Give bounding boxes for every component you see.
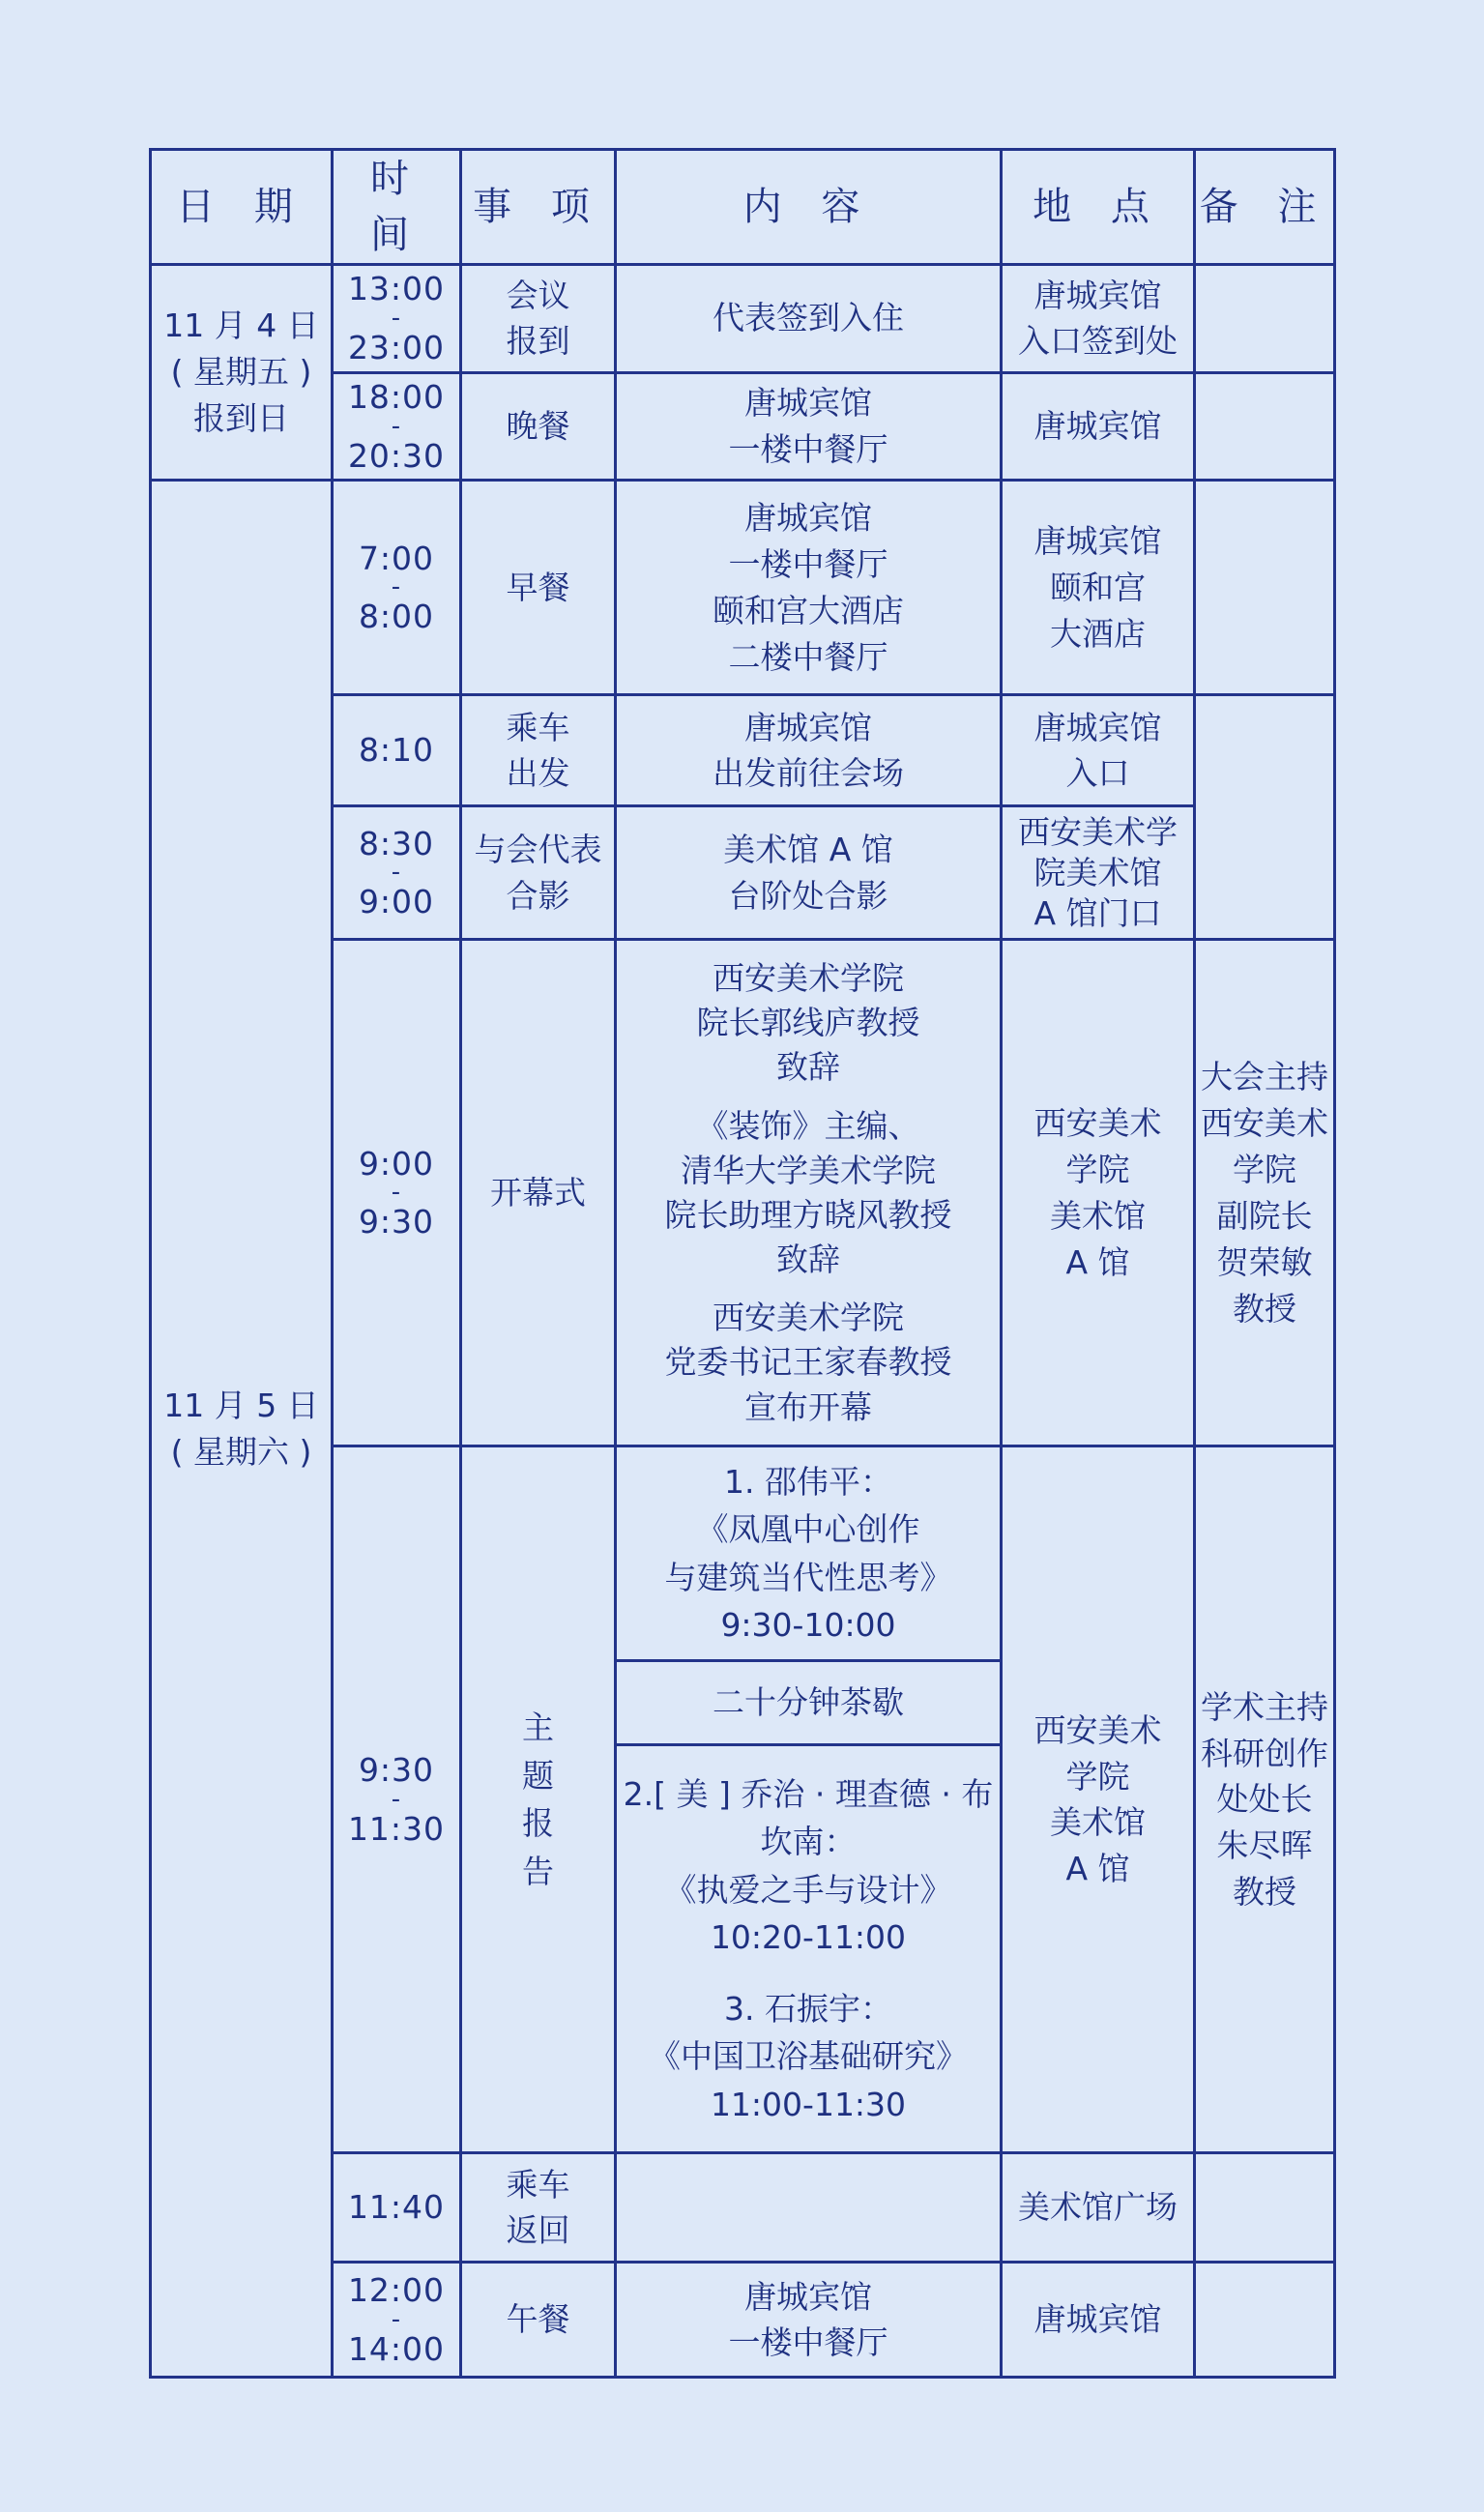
content-line: 一楼中餐厅	[728, 545, 888, 584]
content-line: 《执爱之手与设计》	[664, 1870, 952, 1909]
item-line: 晚餐	[506, 407, 570, 446]
time-cell	[333, 372, 461, 481]
content-cell	[616, 2153, 1002, 2263]
content-line: 唐城宾馆	[744, 708, 872, 746]
note-line: 贺荣敏	[1216, 1242, 1313, 1281]
note-cell	[1195, 481, 1335, 695]
place-cell	[1002, 481, 1195, 695]
place-cell	[1002, 265, 1195, 373]
note-cell	[1195, 695, 1335, 940]
note-cell	[1195, 1446, 1335, 2153]
place-cell	[1002, 2263, 1195, 2378]
content-line: 西安美术学院	[713, 1299, 904, 1337]
place-cell	[1002, 2153, 1195, 2263]
content-cell	[616, 1745, 1002, 2153]
time-end: 8:00	[358, 598, 435, 636]
time-end: 23:00	[347, 328, 446, 366]
time-start: 9:00	[358, 1144, 435, 1183]
time-dash: -	[391, 411, 402, 441]
place-cell	[1002, 806, 1195, 940]
time-end: 11:30	[347, 1809, 446, 1848]
item-cell	[461, 1446, 616, 2153]
content-line: 院长助理方晓风教授	[664, 1195, 952, 1234]
content-line: 二楼中餐厅	[728, 637, 888, 676]
content-line: 《中国卫浴基础研究》	[649, 2037, 968, 2076]
time-start: 7:00	[358, 539, 435, 577]
note-line: 教授	[1233, 1873, 1296, 1912]
content-cell	[616, 940, 1002, 1446]
note-cell	[1195, 372, 1335, 481]
item-line: 乘车	[506, 2165, 570, 2204]
place-line: 颐和宫	[1050, 568, 1146, 606]
time-end: 20:30	[347, 436, 446, 475]
place-line: A 馆	[1065, 1242, 1130, 1281]
note-line: 处处长	[1216, 1780, 1313, 1819]
item-line: 早餐	[506, 568, 570, 606]
time-value: 8:10	[358, 731, 435, 770]
note-line: 教授	[1233, 1289, 1296, 1328]
content-line: 坎南：	[760, 1823, 857, 1861]
item-line: 返回	[506, 2211, 570, 2250]
place-line: 唐城宾馆	[1033, 407, 1162, 446]
place-line: 大酒店	[1050, 614, 1146, 653]
content-line: 致辞	[776, 1048, 840, 1087]
content-cell	[616, 372, 1002, 481]
time-start: 18:00	[347, 377, 446, 416]
note-line: 大会主持	[1201, 1058, 1328, 1096]
note-cell	[1195, 2153, 1335, 2263]
time-cell	[333, 265, 461, 373]
place-line: 美术馆	[1050, 1803, 1146, 1842]
time-cell	[333, 2153, 461, 2263]
content-line: 代表签到入住	[713, 299, 904, 337]
content-line: 1. 邵伟平：	[724, 1462, 892, 1501]
note-line: 副院长	[1216, 1196, 1313, 1235]
content-line: 院长郭线庐教授	[696, 1004, 920, 1042]
content-line: 出发前往会场	[713, 754, 904, 793]
content-line: 唐城宾馆	[744, 2277, 872, 2316]
content-cell	[616, 481, 1002, 695]
place-cell	[1002, 695, 1195, 806]
place-line: 西安美术	[1033, 1710, 1162, 1749]
header-time: 时 间	[333, 150, 461, 265]
content-line: 一楼中餐厅	[728, 2323, 888, 2362]
content-line: 党委书记王家春教授	[664, 1343, 952, 1382]
date-line: ( 星期六 )	[170, 1432, 312, 1471]
place-line: 美术馆	[1050, 1196, 1146, 1235]
time-end: 9:00	[358, 883, 435, 921]
time-dash: -	[391, 2304, 402, 2334]
date-line: 11 月 5 日	[163, 1387, 319, 1425]
place-cell	[1002, 940, 1195, 1446]
header-date: 日 期	[151, 150, 333, 265]
item-line: 告	[522, 1852, 554, 1890]
item-line: 题	[522, 1756, 554, 1795]
content-line: 清华大学美术学院	[681, 1151, 936, 1189]
time-dash: -	[391, 572, 402, 602]
place-cell	[1002, 1446, 1195, 2153]
time-cell	[333, 481, 461, 695]
item-cell	[461, 265, 616, 373]
item-cell	[461, 2263, 616, 2378]
content-line: 唐城宾馆	[744, 499, 872, 538]
content-line: 《装饰》主编、	[696, 1106, 920, 1145]
content-line: 台阶处合影	[728, 876, 888, 915]
content-line: 美术馆 A 馆	[723, 831, 893, 869]
content-cell	[616, 1661, 1002, 1745]
header-note: 备 注	[1195, 150, 1335, 265]
place-line: 西安美术学	[1018, 812, 1178, 851]
place-line: A 馆门口	[1033, 893, 1162, 932]
content-line: 与建筑当代性思考》	[664, 1558, 952, 1596]
note-line: 朱尽晖	[1216, 1826, 1313, 1865]
content-cell	[616, 1446, 1002, 1661]
time-cell	[333, 940, 461, 1446]
note-cell	[1195, 940, 1335, 1446]
item-cell	[461, 940, 616, 1446]
content-line: 致辞	[776, 1241, 840, 1279]
header-item: 事 项	[461, 150, 616, 265]
item-line: 开幕式	[490, 1173, 586, 1212]
item-line: 与会代表	[474, 831, 602, 869]
content-cell	[616, 806, 1002, 940]
place-line: 学院	[1065, 1151, 1130, 1189]
time-cell	[333, 1446, 461, 2153]
note-cell	[1195, 2263, 1335, 2378]
time-cell	[333, 695, 461, 806]
note-line: 西安美术	[1201, 1104, 1328, 1143]
item-line: 午餐	[506, 2300, 570, 2339]
time-dash: -	[391, 1178, 402, 1208]
item-cell	[461, 806, 616, 940]
place-line: 入口	[1065, 754, 1130, 793]
time-dash: -	[391, 858, 402, 888]
item-line: 乘车	[506, 708, 570, 746]
time-start: 13:00	[347, 270, 446, 307]
item-cell	[461, 481, 616, 695]
place-line: 美术馆广场	[1018, 2188, 1178, 2227]
note-line: 学术主持	[1201, 1687, 1328, 1726]
content-line: 宣布开幕	[744, 1387, 872, 1426]
date-line: 报到日	[193, 399, 289, 438]
time-value: 11:40	[347, 2188, 446, 2227]
content-line: 唐城宾馆	[744, 384, 872, 423]
time-end: 14:00	[347, 2329, 446, 2368]
content-cell	[616, 265, 1002, 373]
place-line: A 馆	[1065, 1850, 1130, 1888]
content-line: 《凤凰中心创作	[696, 1510, 920, 1549]
time-cell	[333, 806, 461, 940]
content-line: 二十分钟茶歇	[713, 1683, 904, 1722]
content-cell	[616, 695, 1002, 806]
note-cell	[1195, 265, 1335, 373]
content-line: 西安美术学院	[713, 958, 904, 997]
content-cell	[616, 2263, 1002, 2378]
content-line: 11:00-11:30	[710, 2085, 907, 2123]
item-cell	[461, 2153, 616, 2263]
time-dash: -	[391, 1784, 402, 1814]
place-line: 唐城宾馆	[1033, 2300, 1162, 2339]
item-line: 合影	[506, 876, 570, 915]
time-cell	[333, 2263, 461, 2378]
content-line: 10:20-11:00	[710, 1918, 907, 1957]
date-line: 11 月 4 日	[163, 307, 319, 345]
content-line: 9:30-10:00	[720, 1606, 896, 1645]
time-end: 9:30	[358, 1203, 435, 1241]
item-line: 报到	[506, 322, 570, 361]
note-line: 科研创作	[1201, 1734, 1328, 1772]
content-line: 2.[ 美 ] 乔治 · 理查德 · 布	[623, 1774, 994, 1813]
content-line: 一楼中餐厅	[728, 430, 888, 469]
place-line: 学院	[1065, 1757, 1130, 1796]
place-cell	[1002, 372, 1195, 481]
table-row	[151, 265, 1335, 373]
time-start: 9:30	[358, 1751, 435, 1790]
header-place: 地 点	[1002, 150, 1195, 265]
header-row	[151, 150, 1335, 265]
item-cell	[461, 372, 616, 481]
time-start: 12:00	[347, 2271, 446, 2310]
item-line: 出发	[506, 754, 570, 793]
schedule-table	[149, 148, 1336, 2379]
place-line: 院美术馆	[1033, 853, 1162, 891]
note-line: 学院	[1233, 1151, 1296, 1189]
date-line: ( 星期五 )	[170, 353, 312, 392]
place-line: 唐城宾馆	[1033, 522, 1162, 561]
place-line: 入口签到处	[1018, 322, 1178, 361]
item-line: 会议	[506, 276, 570, 314]
time-start: 8:30	[358, 824, 435, 862]
item-cell	[461, 695, 616, 806]
item-line: 报	[522, 1804, 554, 1843]
time-dash: -	[391, 303, 402, 333]
table-row	[151, 481, 1335, 695]
date-cell-day1	[151, 265, 333, 481]
place-line: 西安美术	[1033, 1104, 1162, 1143]
place-line: 唐城宾馆	[1033, 276, 1162, 314]
place-line: 唐城宾馆	[1033, 708, 1162, 746]
item-line: 主	[522, 1709, 554, 1747]
content-line: 颐和宫大酒店	[713, 591, 904, 629]
header-content: 内 容	[616, 150, 1002, 265]
date-cell-day2	[151, 481, 333, 2378]
content-line: 3. 石振宇：	[724, 1989, 892, 2028]
